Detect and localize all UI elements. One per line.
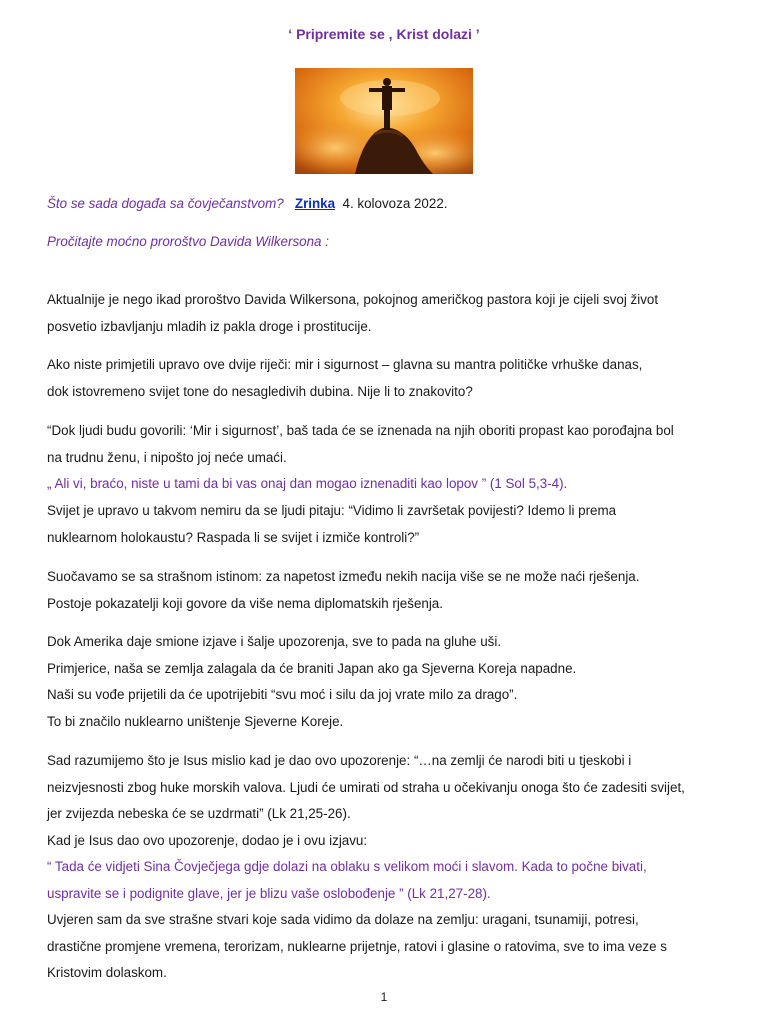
bible-quote-2 [47,854,647,907]
text-line: Sad razumijemo što je Isus mislio kad je dao ovo upozorenje: “…na zemlji će narodi biti u tjeskobi i [47,753,632,768]
text-line: uspravite se i podignite glave, jer je blizu vaše oslobođenje ” (Lk 21,27-28). [47,885,491,901]
paragraph-1 [47,287,658,340]
text-line: neizvjesnosti zbog huke morskih valova. Ljudi će umirati od straha u očekivanju onoga što će zadesiti svijet, [47,779,685,795]
paragraph-3 [47,418,674,471]
text-line: nuklearnom holokaustu? Raspada li se svijet i izmiče kontroli?” [47,529,420,545]
text-line: Ako niste primjetili upravo ove dvije riječi: mir i sigurnost – glavna su mantra političke vrhuške danas, [47,357,643,372]
text-line: Dok Amerika daje smione izjave i šalje upozorenja, sve to pada na gluhe uši. [47,634,502,649]
text-line: Postoje pokazatelji koji govore da više nema diplomatskih rješenja. [47,595,443,611]
byline [47,191,448,218]
text-line: Kristovim dolaskom. [47,965,167,980]
byline-date: 4. kolovoza 2022. [342,196,448,211]
text-line: posvetio izbavljanju mladih iz pakla droge i prostitucije. [47,318,372,334]
bible-quote-1 [47,471,567,498]
paragraph-4 [47,498,616,551]
hero-image [295,68,473,174]
page-number: 1 [380,990,388,1004]
text-line: Primjerice, naša se zemlja zalagala da će braniti Japan ako ga Sjeverna Koreja napadne. [47,660,577,676]
text-line: To bi značilo nuklearno uništenje Sjeverne Koreje. [47,713,344,729]
text-line: Suočavamo se sa strašnom istinom: za napetost između nekih nacija više se ne može naći rješenja. [47,569,640,584]
page-title: ‘ Pripremite se , Krist dolazi ’ [288,26,480,42]
text-line: “Dok ljudi budu govorili: ‘Mir i sigurnost’, baš tada će se iznenada na njih oboriti propast kao porođajna bol [47,423,674,438]
paragraph-6 [47,629,576,735]
text-line: jer zvijezda nebeska će se uzdrmati” (Lk 21,25-26). [47,806,351,821]
paragraph-2 [47,352,642,405]
author-link[interactable]: Zrinka [294,196,336,211]
text-line: Aktualnije je nego ikad proroštvo Davida Wilkersona, pokojnog američkog pastora koji je cijeli svoj život [47,292,659,307]
paragraph-7 [47,748,685,854]
paragraph-5 [47,564,639,617]
paragraph-8 [47,907,667,987]
text-line: Naši su vođe prijetili da će upotrijebiti “svu moć i silu da joj vrate milo za drago”. [47,687,518,702]
intro-text: Pročitajte moćno proroštvo Davida Wilkersona : [47,234,329,249]
byline-question: Što se sada događa sa čovječanstvom? [47,196,284,211]
text-line: Uvjeren sam da sve strašne stvari koje sada vidimo da dolaze na zemlju: uragani, tsunamiji, potresi, [47,912,639,927]
text-line: drastične promjene vremena, terorizam, nuklearne prijetnje, ratovi i glasine o ratovima, sve to ima veze s [47,938,667,954]
text-line: “ Tada će vidjeti Sina Čovječjega gdje dolazi na oblaku s velikom moći i slavom. Kada to počne bivati, [47,859,647,874]
text-line: dok istovremeno svijet tone do nesagledivih dubina. Nije li to znakovito? [47,383,473,399]
text-line: „ Ali vi, braćo, niste u tami da bi vas onaj dan mogao iznenaditi kao lopov ” (1 Sol 5,3-4). [47,476,568,491]
christ-statue-icon [295,68,473,174]
text-line: na trudnu ženu, i nipošto joj neće umaći. [47,449,287,465]
text-line: Kad je Isus dao ovo upozorenje, dodao je i ovu izjavu: [47,832,368,848]
text-line: Svijet je upravo u takvom nemiru da se ljudi pitaju: “Vidimo li završetak povijesti? Idemo li prema [47,503,617,518]
